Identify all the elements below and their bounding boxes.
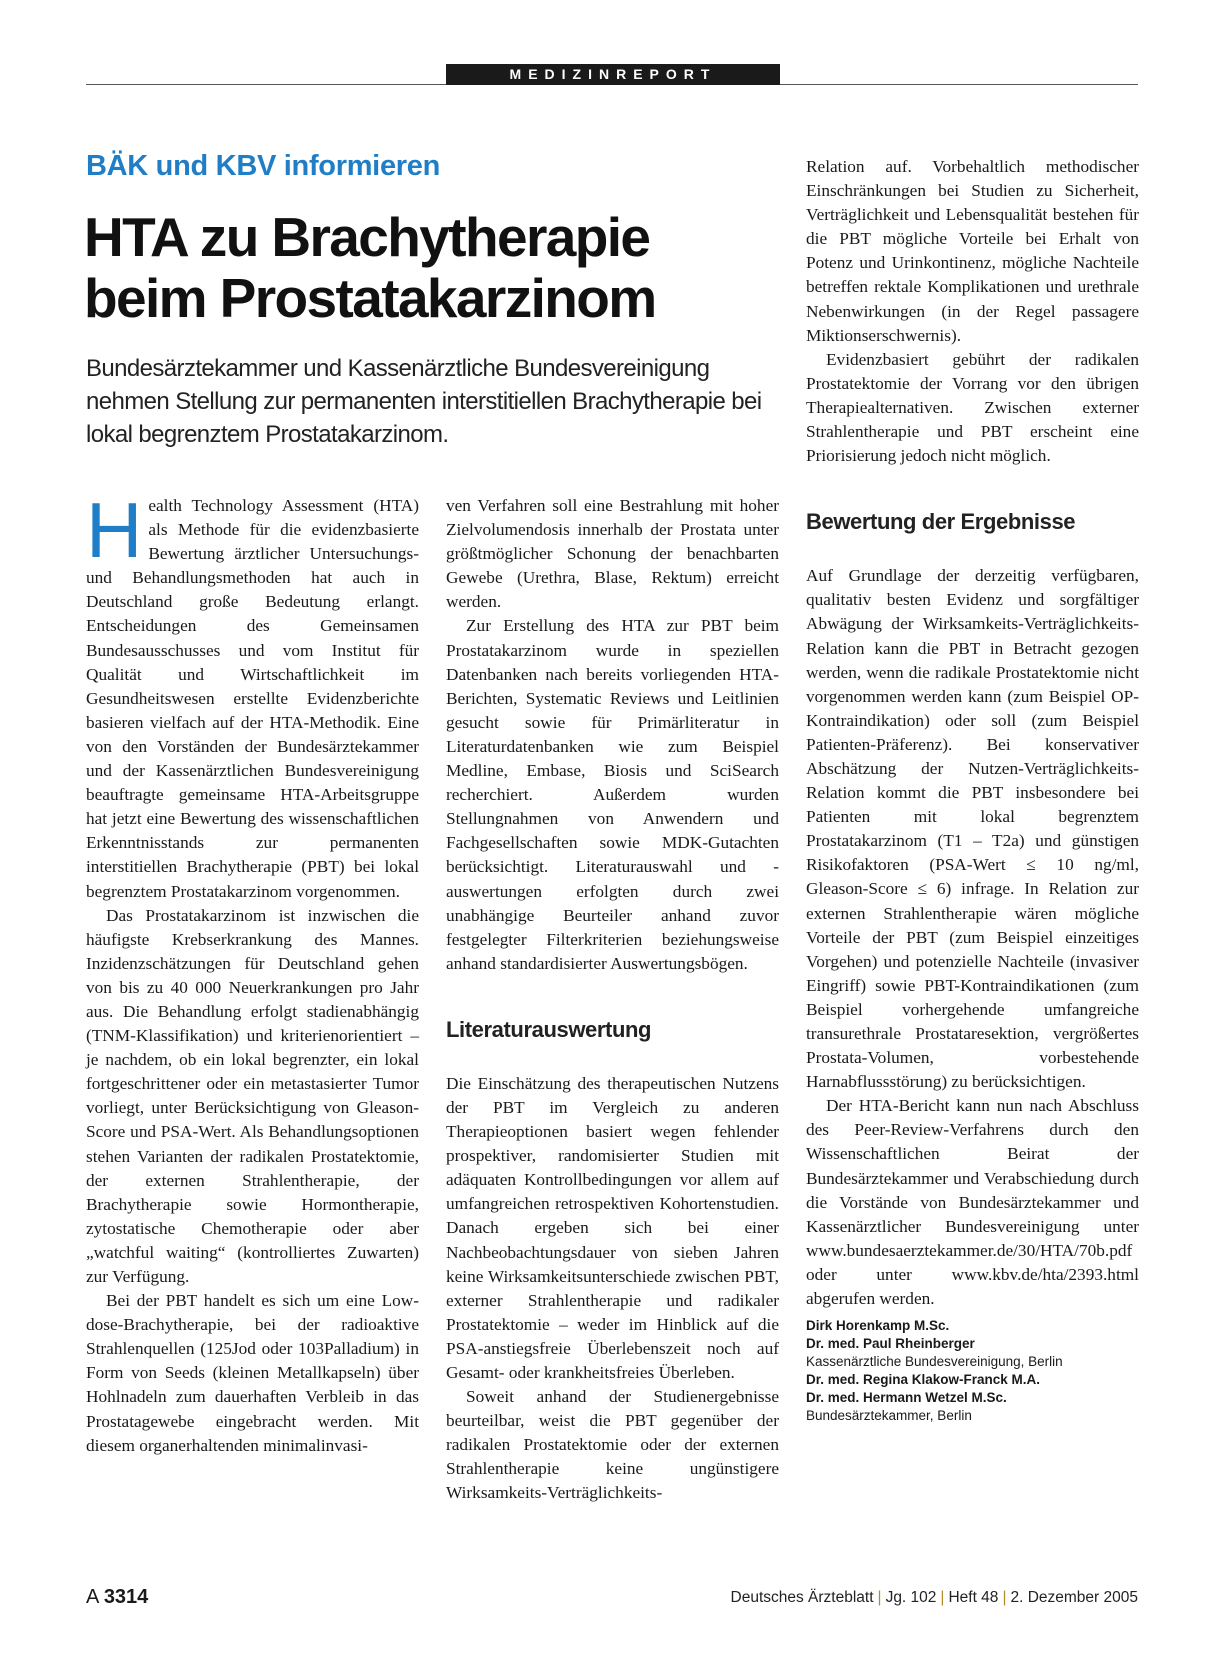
author-institution: Bundesärztekammer, Berlin (806, 1408, 972, 1424)
text-column-3 (806, 155, 1139, 1425)
footer-separator: | (940, 1589, 945, 1606)
paragraph (86, 486, 419, 904)
author-name: Dr. med. Paul Rheinberger (806, 1336, 975, 1352)
footer-separator: | (877, 1589, 882, 1606)
paragraph: ven Verfahren soll eine Bestrahlung mit hoher Zielvolumendosis innerhalb der Prostata unter größtmöglicher Schonung der benachbarten Gewebe (Urethra, Blase, Rektum) erreicht werden. (446, 496, 779, 612)
author-block (806, 1317, 1139, 1425)
paragraph: Das Prostatakarzinom ist inzwischen die häufigste Krebserkrankung des Mannes. Inzidenzschätzungen für Deutschland gehen von bis zu 40 000 Neuerkrankungen pro Jahr aus. Die Behandlung erfolgt stadienabhängig (TNM-Klassifikation) und kriterienorientiert – je nachdem, ob ein lokal begrenzter, ein lokal fortgeschrittener oder ein metastasierter Tumor vorliegt, unter Berücksichtigung von Gleason-Score und PSA-Wert. Als Behandlungsoptionen stehen Varianten der radikalen Prostatektomie, der externen Strahlentherapie, der Brachytherapie sowie Hormontherapie, zytostatische Chemotherapie oder aber „watchful waiting“ (kontrolliertes Zuwarten) zur Verfügung. (86, 905, 419, 1286)
footer-citation (731, 1589, 1138, 1607)
drop-cap: H (86, 486, 143, 574)
journal-volume: Jg. 102 (885, 1589, 937, 1606)
author-name: Dr. med. Regina Klakow-Franck M.A. (806, 1372, 1041, 1388)
journal-name: Deutsches Ärzteblatt (730, 1589, 874, 1606)
paragraph: Der HTA-Bericht kann nun nach Abschluss des Peer-Review-Verfahrens durch den Wissenschaftlichen Beirat der Bundesärztekammer und Verabschiedung durch die Vorstände von Bundesärztekammer und Kassenärztlicher Bundesvereinigung unter www.bundesaerztekammer.de/30/HTA/70b.pdf oder unter www.kbv.de/hta/2393.html abgerufen werden. (806, 1096, 1139, 1309)
page-number-value: 3314 (103, 1586, 149, 1608)
paragraph: Zur Erstellung des HTA zur PBT beim Prostatakarzinom wurde in speziellen Datenbanken nach bereits vorliegenden HTA-Berichten, Systematic Reviews und Leitlinien gesucht sowie für Primärliteratur in Literaturdatenbanken wie zum Beispiel Medline, Embase, Biosis und SciSearch recherchiert. Außerdem wurden Stellungnahmen von Anwendern und Fachgesellschaften sowie MDK-Gutachten berücksichtigt. Literaturauswahl und -auswertungen erfolgten durch zwei unabhängige Beurteiler anhand zuvor festgelegter Filterkriterien beziehungsweise anhand standardisierter Auswertungsbögen. (446, 616, 779, 973)
article-lead: Bundesärztekammer und Kassenärztliche Bundesvereinigung nehmen Stellung zur permanenten interstitiellen Brachytherapie bei lokal begrenztem Prostatakarzinom. (86, 355, 762, 448)
page-prefix: A (86, 1586, 99, 1608)
paragraph: Bei der PBT handelt es sich um eine Low-dose-Brachytherapie, bei der radioaktive Strahlenquellen (125Jod oder 103Palladium) in Form von Seeds (kleinen Metallkapseln) über Hohlnadeln zum dauerhaften Verbleib in das Prostatagewebe eingebracht werden. Mit diesem organerhaltenden minimalinvasi- (86, 1291, 419, 1455)
subheading-literaturauswertung: Literaturauswertung (446, 1016, 652, 1042)
footer-separator: | (1002, 1589, 1007, 1606)
text-column-2 (446, 494, 779, 1506)
author-institution: Kassenärztliche Bundesvereinigung, Berlin (806, 1354, 1063, 1370)
paragraph: Die Einschätzung des therapeutischen Nutzens der PBT im Vergleich zu anderen Therapieoptionen basiert wegen fehlender prospektiver, randomisierter Studien mit adäquaten Kontrollbedingungen vor allem auf umfangreichen retrospektiven Kohortenstudien. Danach ergeben sich bei einer Nachbeobachtungsdauer von sieben Jahren keine Wirksamkeitsunterschiede zwischen PBT, externer Strahlentherapie und radikaler Prostatektomie – weder im Hinblick auf die PSA-anstiegsfreie Überlebenszeit noch auf Gesamt- oder krankheitsfreies Überleben. (446, 1073, 779, 1382)
article-title-line-2: beim Prostatakarzinom (84, 267, 656, 329)
paragraph: Soweit anhand der Studienergebnisse beurteilbar, weist die PBT gegenüber der radikalen Prostatektomie oder der externen Strahlentherapie keine ungünstigere Wirksamkeits-Verträglichkeits- (446, 1387, 779, 1503)
author-name: Dirk Horenkamp M.Sc. (806, 1318, 950, 1334)
text-column-1 (86, 486, 419, 1458)
paragraph-text: ealth Technology Assessment (HTA) als Methode für die evidenzbasierte Bewertung ärztlicher Untersuchungs- und Behandlungsmethoden hat auch in Deutschland große Bedeutung erlangt. Entscheidungen des Gemeinsamen Bundesausschusses und vom Institut für Qualität und Wirtschaftlichkeit im Gesundheitswesen erstellte Evidenzberichte basieren vielfach auf der HTA-Methodik. Eine von den Vorständen der Bundesärztekammer und der Kassenärztlichen Bundesvereinigung beauftragte gemeinsame HTA-Arbeitsgruppe hat jetzt eine Bewertung des wissenschaftlichen Erkenntnisstands zur permanenten interstitiellen Brachytherapie (PBT) bei lokal begrenztem Prostatakarzinom vorgenommen. (86, 496, 419, 901)
journal-date: 2. Dezember 2005 (1010, 1589, 1138, 1606)
article-title-line-1: HTA zu Brachytherapie (84, 206, 650, 268)
paragraph: Auf Grundlage der derzeitig verfügbaren, qualitativ besten Evidenz und sorgfältiger Abwägung der Wirksamkeits-Verträglichkeits-Relation kann die PBT in Betracht gezogen werden, wenn die radikale Prostatektomie nicht vorgenommen werden kann (zum Beispiel OP-Kontraindikation) oder soll (zum Beispiel Patienten-Präferenz). Bei konservativer Abschätzung der Nutzen-Verträglichkeits-Relation kommt die PBT insbesondere bei Patienten mit lokal begrenztem Prostatakarzinom (T1 – T2a) und günstigen Risikofaktoren (PSA-Wert ≤ 10 ng/ml, Gleason-Score ≤ 6) infrage. In Relation zur externen Strahlentherapie wären mögliche Vorteile der PBT (zum Beispiel einzeitiges Vorgehen) und potenzielle Nachteile (invasiver Eingriff) sowie PBT-Kontraindikationen (zum Beispiel vorhergehende umfangreiche transurethrale Prostataresektion, vergrößertes Prostata-Volumen, vorbestehende Harnabflussstörung) zu berücksichtigen. (806, 566, 1139, 1092)
article-kicker: BÄK und KBV informieren (86, 150, 441, 182)
author-name: Dr. med. Hermann Wetzel M.Sc. (806, 1390, 1007, 1406)
page-number (86, 1586, 148, 1609)
journal-issue: Heft 48 (948, 1589, 999, 1606)
subheading-bewertung: Bewertung der Ergebnisse (806, 509, 1076, 535)
paragraph: Relation auf. Vorbehaltlich methodischer Einschränkungen bei Studien zu Sicherheit, Verträglichkeit und Lebensqualität bestehen für die PBT mögliche Vorteile bei Erhalt von Potenz und Urinkontinenz, mögliche Nachteile betreffen rektale Komplikationen und urethrale Nebenwirkungen (in der Regel passagere Miktionserschwernis). (806, 157, 1139, 345)
article-title (84, 207, 764, 329)
paragraph: Evidenzbasiert gebührt der radikalen Prostatektomie der Vorrang vor den übrigen Therapiealternativen. Zwischen externer Strahlentherapie und PBT erscheint eine Priorisierung jedoch nicht möglich. (806, 349, 1139, 466)
section-banner: MEDIZINREPORT (446, 64, 780, 85)
